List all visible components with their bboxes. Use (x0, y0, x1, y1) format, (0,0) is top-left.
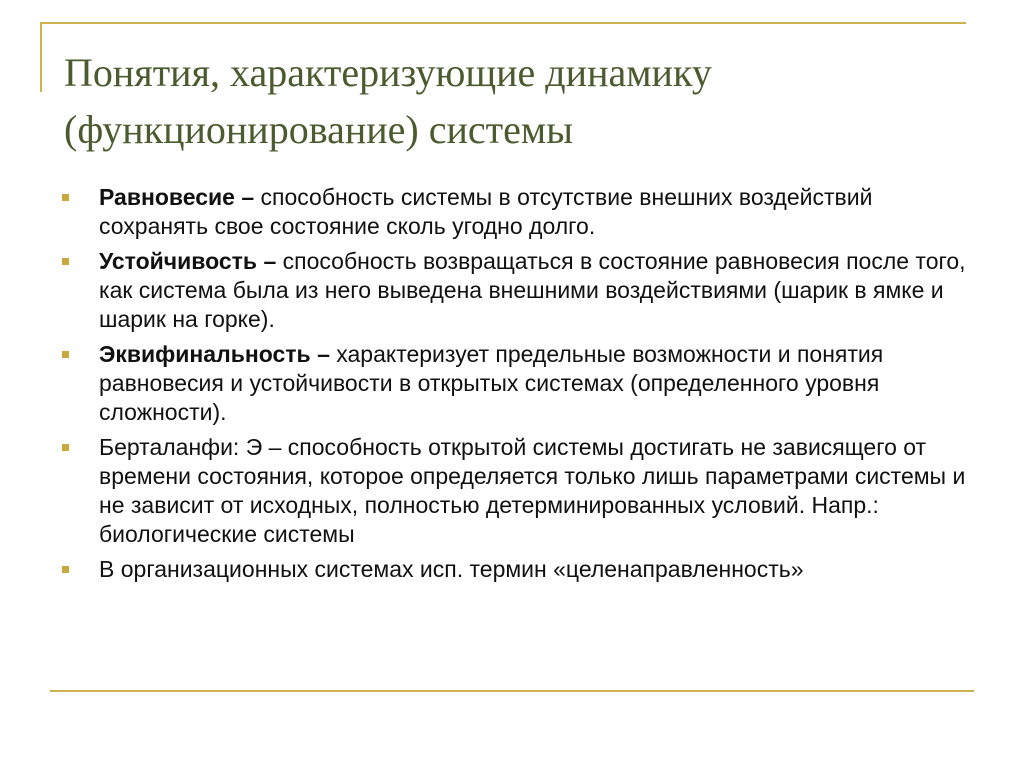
bullet-text: характеризует предельные возможности и понятия равновесия и устойчивости в открытых системах (определенного уровня сложности). (99, 341, 884, 425)
slide-title (64, 44, 964, 158)
bullet-term: Устойчивость – (99, 248, 277, 274)
bullet-text: В организационных системах исп. термин «целенаправленность» (99, 556, 804, 582)
bullet-term: Эквифинальность – (99, 341, 330, 367)
square-bullet-icon (62, 351, 69, 358)
bullet-text: способность системы в отсутствие внешних воздействий сохранять свое состояние сколь угодно долго. (99, 184, 873, 239)
square-bullet-icon (62, 444, 69, 451)
title-line-1: Понятия, характеризующие динамику (64, 50, 712, 95)
bullet-item-equifinality (62, 340, 982, 427)
bullet-item-goal-orientation (62, 555, 982, 584)
bullet-text: способность возвращаться в состояние равновесия после того, как система была из него выведена внешними воздействиями (шарик в ямке и шарик на горке). (99, 248, 966, 332)
square-bullet-icon (62, 566, 69, 573)
square-bullet-icon (62, 194, 69, 201)
bullet-item-equilibrium (62, 183, 982, 241)
bullet-text: Берталанфи: Э – способность открытой системы достигать не зависящего от времени состояния, которое определяется только лишь параметрами системы и не зависит от исходных, полностью детерминированных условий. Напр.: биологические системы (99, 434, 966, 547)
left-divider (40, 22, 42, 92)
bullet-item-stability (62, 247, 982, 334)
bullet-term: Равновесие – (99, 184, 255, 210)
top-divider (40, 22, 966, 24)
bullet-item-bertalanffy (62, 433, 982, 549)
bullet-list (62, 183, 982, 590)
title-line-2: (функционирование) системы (64, 107, 574, 152)
square-bullet-icon (62, 258, 69, 265)
bottom-divider (50, 690, 974, 692)
